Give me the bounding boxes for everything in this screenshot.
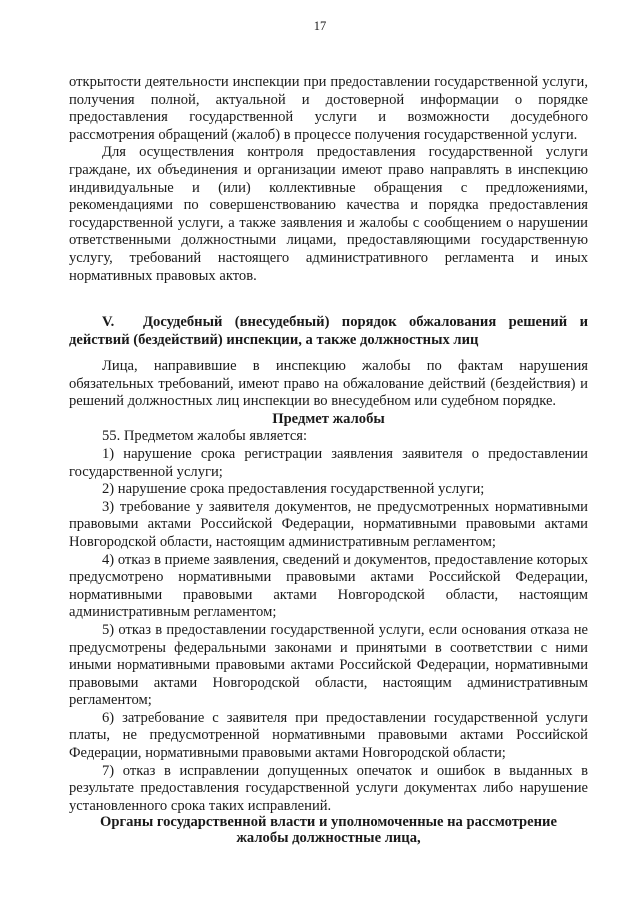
list-item: 5) отказ в предоставлении государственной услуги, если основания отказа не предусмотрены федеральными законами и принятыми в соответствии с ними иными нормативными правовыми актами Российской Федерации, нормативными правовыми актами Новгородской области, настоящим административным регламентом; bbox=[69, 621, 588, 709]
list-item: 2) нарушение срока предоставления государственной услуги; bbox=[102, 481, 485, 498]
paragraph-control: Для осуществления контроля предоставления государственной услуги граждане, их объединения и организации имеют право направлять в инспекцию индивидуальные и (или) коллективные обращения с предложениями, рекомендациями по совершенствованию качества и порядка предоставления государственной услуги, а также заявления и жалобы с сообщением о нарушении ответственными должностными лицами, предоставляющими государственную услугу, требований настоящего административного регламента и иных нормативных правовых актов. bbox=[69, 144, 588, 284]
paragraph-appeal-rights: Лица, направившие в инспекцию жалобы по фактам нарушения обязательных требований, имеют право на обжалование действий (бездействия) и решений должностных лиц инспекции во внесудебном или судебном порядке. bbox=[69, 358, 588, 410]
section-number: V. bbox=[102, 314, 115, 330]
paragraph-continuation: открытости деятельности инспекции при предоставлении государственной услуги, получения полной, актуальной и достоверной информации о порядке предоставления государственной услуги и возможности досудебного рассмотрения обращений (жалоб) в процессе получения государственной услуги. bbox=[69, 74, 588, 143]
subheading-authorities-line1: Органы государственной власти и уполномоченные на рассмотрение bbox=[100, 814, 557, 831]
intro-block bbox=[69, 74, 588, 285]
list-item: 6) затребование с заявителя при предоставлении государственной услуги платы, не предусмотренной нормативными правовыми актами Российской Федерации, нормативными правовыми актами Новгородской области; bbox=[69, 709, 588, 762]
subheading-authorities-line2: жалобы должностные лица, bbox=[236, 829, 421, 846]
section-heading bbox=[69, 314, 588, 349]
subheading-complaint-subject: Предмет жалобы bbox=[272, 410, 385, 427]
section-title: Досудебный (внесудебный) порядок обжалования решений и действий (бездействий) инспекции, а также должностных лиц bbox=[69, 314, 588, 348]
list-item: 1) нарушение срока регистрации заявления заявителя о предоставлении государственной услуги; bbox=[69, 445, 588, 480]
list-item: 3) требование у заявителя документов, не предусмотренных нормативными правовыми актами Российской Федерации, нормативными правовыми актами Новгородской области, настоящим административным регламентом; bbox=[69, 498, 588, 550]
appeal-block bbox=[69, 358, 588, 846]
subheading-authorities bbox=[69, 815, 588, 846]
list-item: 4) отказ в приеме заявления, сведений и документов, предоставление которых предусмотрено нормативными правовыми актами Российской Федерации, нормативными правовыми актами Новгородской области, настоящим административным регламентом; bbox=[69, 551, 588, 621]
item-55: 55. Предметом жалобы является: bbox=[102, 428, 308, 445]
list-item: 7) отказ в исправлении допущенных опечаток и ошибок в выданных в результате предоставления государственной услуги документах либо нарушение установленного срока таких исправлений. bbox=[69, 762, 588, 814]
page-number: 17 bbox=[313, 19, 327, 33]
